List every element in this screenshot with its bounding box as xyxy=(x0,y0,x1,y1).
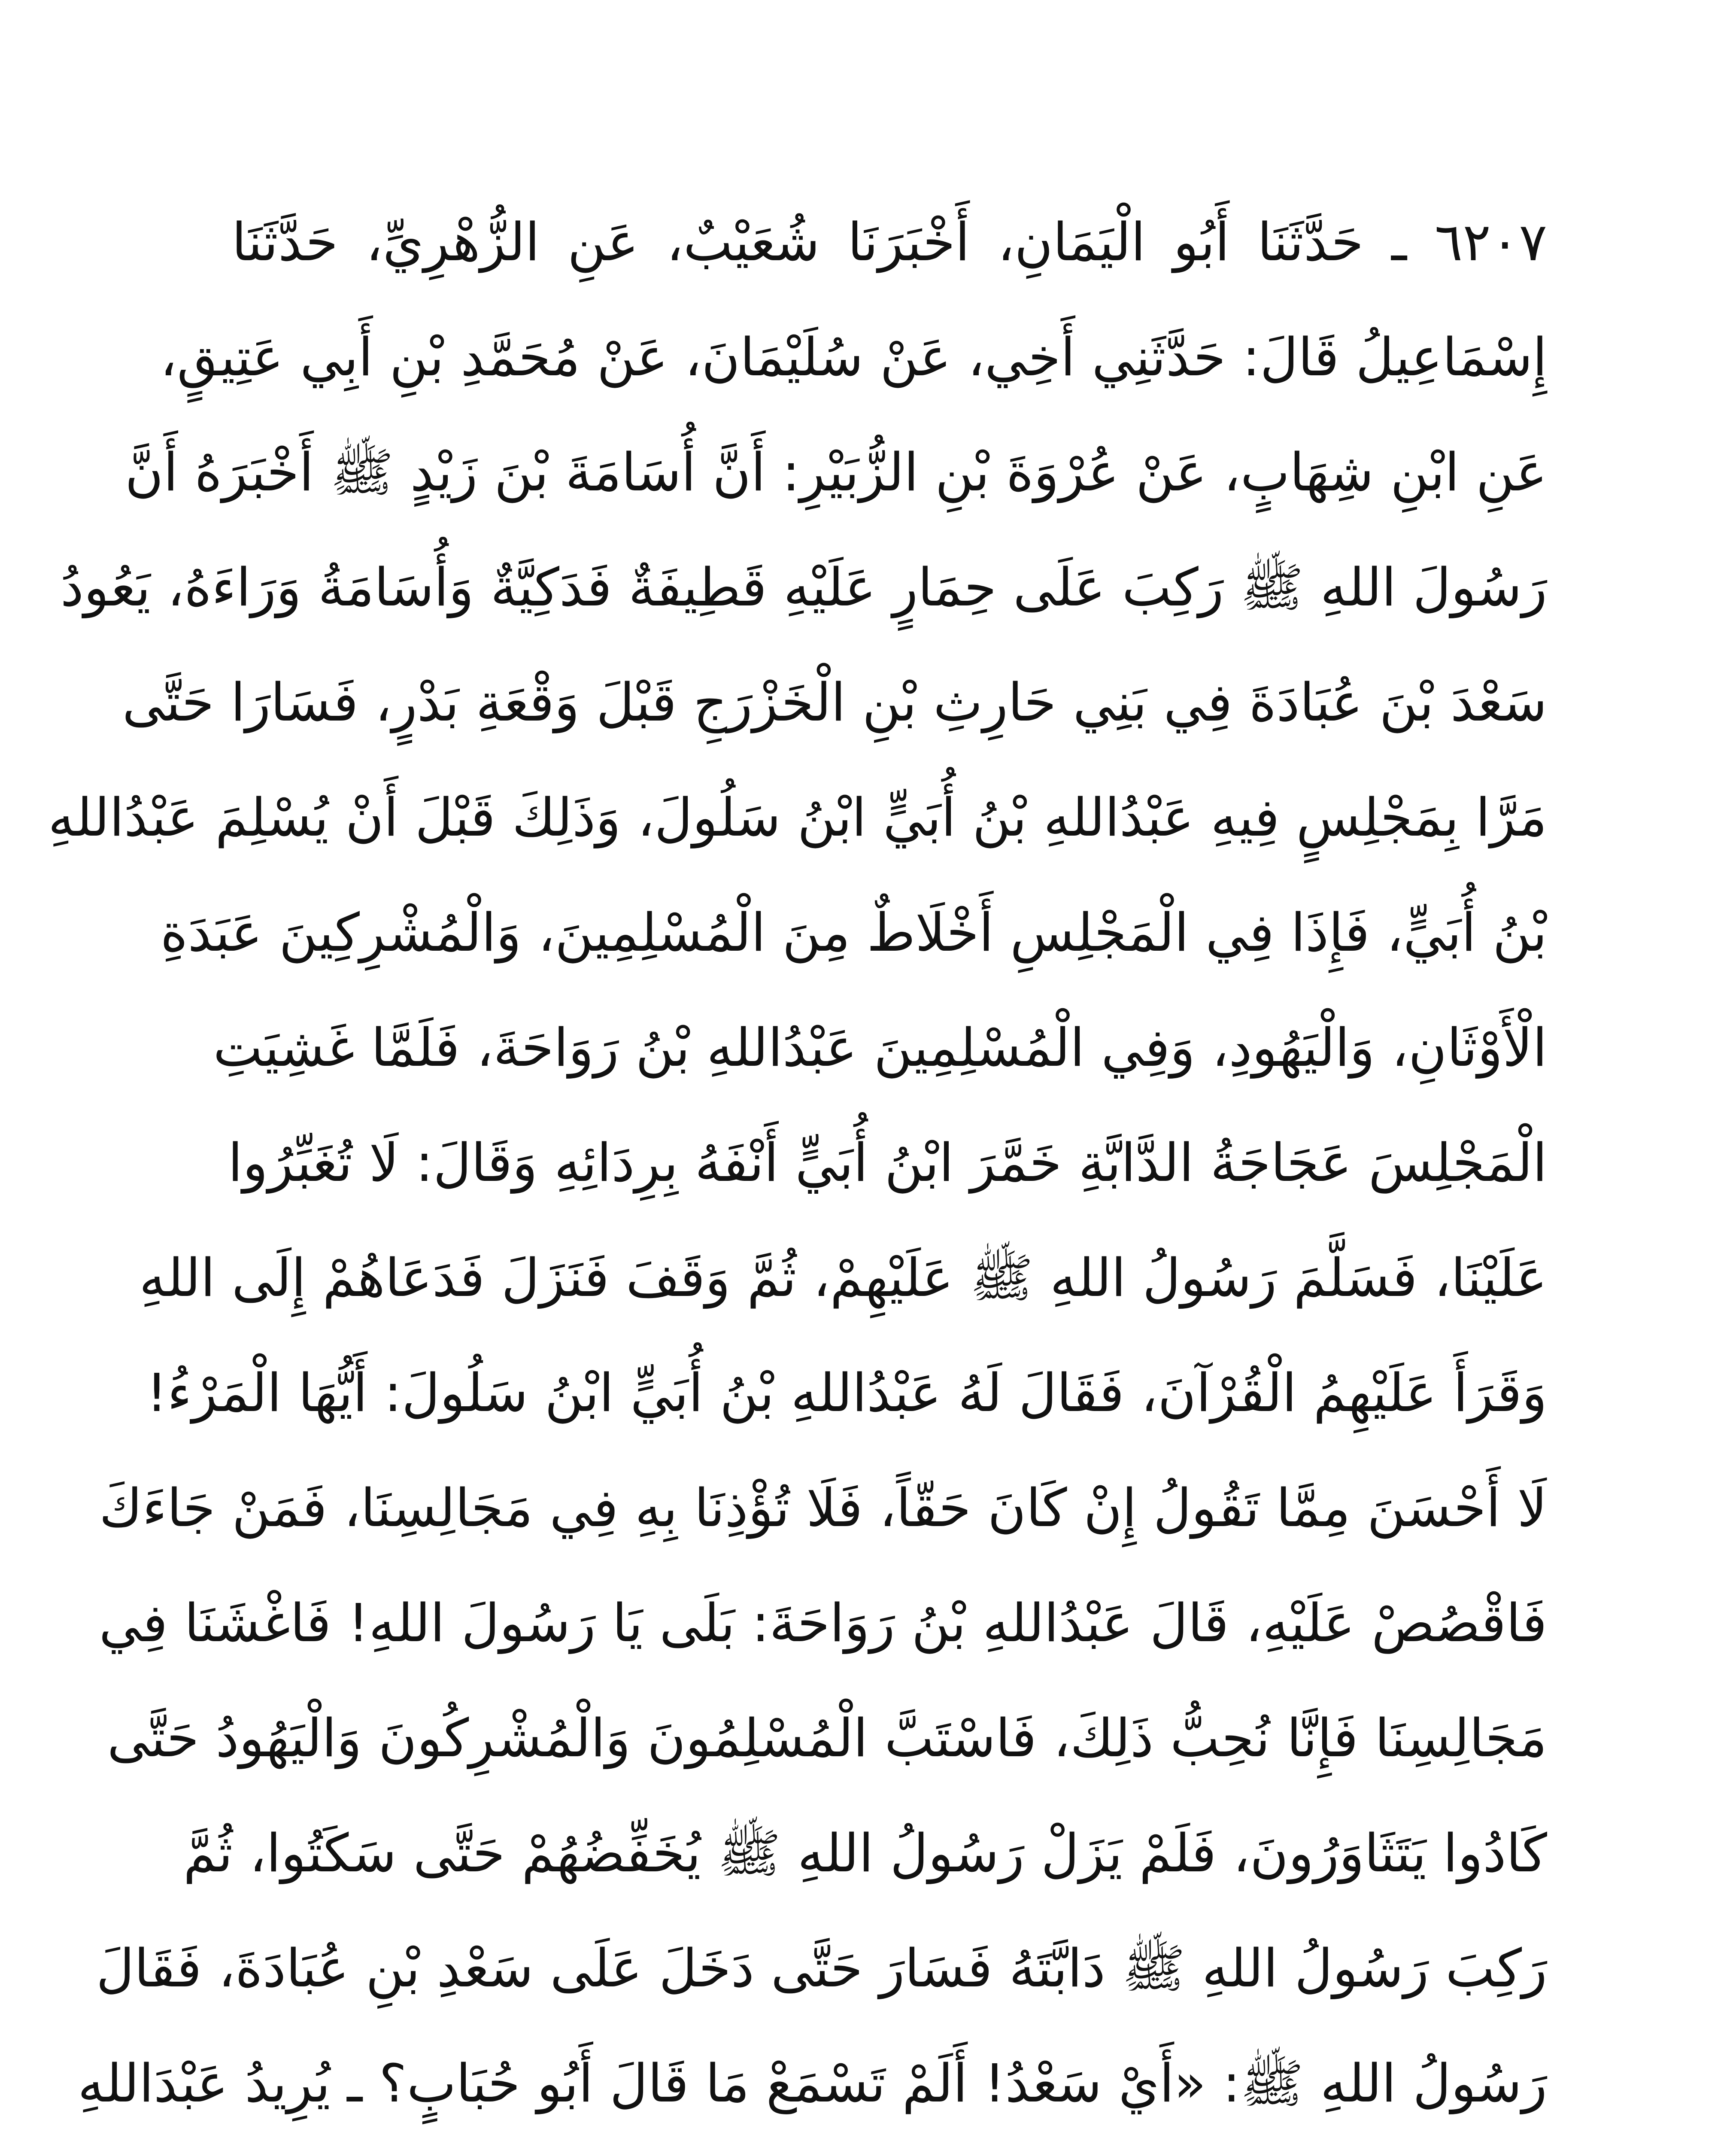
hadith-text-block xyxy=(48,185,1547,2147)
text-line: رَكِبَ رَسُولُ اللهِ ﷺ دَابَّتَهُ فَسَارَ حَتَّى دَخَلَ عَلَى سَعْدِ بْنِ عُبَادَةَ، فَقَالَ xyxy=(96,1938,1547,1999)
text-line: عَنِ ابْنِ شِهَابٍ، عَنْ عُرْوَةَ بْنِ الزُّبَيْرِ: أَنَّ أُسَامَةَ بْنَ زَيْدٍ ﷺ أَخْبَرَهُ أَنَّ xyxy=(125,442,1547,503)
text-line: وَقَرَأَ عَلَيْهِمُ الْقُرْآنَ، فَقَالَ لَهُ عَبْدُاللهِ بْنُ أُبَيٍّ ابْنُ سَلُولَ: أَيُّهَا الْمَرْءُ! xyxy=(146,1362,1547,1423)
text-line: رَسُولُ اللهِ ﷺ: «أَيْ سَعْدُ! أَلَمْ تَسْمَعْ مَا قَالَ أَبُو حُبَابٍ؟ ـ يُرِيدُ عَبْدَاللهِ xyxy=(78,2053,1547,2114)
text-line: فَاقْصُصْ عَلَيْهِ، قَالَ عَبْدُاللهِ بْنُ رَوَاحَةَ: بَلَى يَا رَسُولَ اللهِ! فَاغْشَنَا فِي xyxy=(99,1593,1547,1654)
text-line: مَرَّا بِمَجْلِسٍ فِيهِ عَبْدُاللهِ بْنُ أُبَيٍّ ابْنُ سَلُولَ، وَذَلِكَ قَبْلَ أَنْ يُسْلِمَ عَبْدُاللهِ xyxy=(48,787,1547,848)
text-line: ٦٢٠٧ ـ حَدَّثَنَا أَبُو الْيَمَانِ، أَخْبَرَنَا شُعَيْبٌ، عَنِ الزُّهْرِيِّ، حَدَّثَنَا xyxy=(232,212,1547,273)
text-line: سَعْدَ بْنَ عُبَادَةَ فِي بَنِي حَارِثِ بْنِ الْخَزْرَجِ قَبْلَ وَقْعَةِ بَدْرٍ، فَسَارَا حَتَّى xyxy=(122,672,1547,733)
text-line: عَلَيْنَا، فَسَلَّمَ رَسُولُ اللهِ ﷺ عَلَيْهِمْ، ثُمَّ وَقَفَ فَنَزَلَ فَدَعَاهُمْ إِلَى اللهِ xyxy=(139,1247,1547,1308)
text-line: الْمَجْلِسَ عَجَاجَةُ الدَّابَّةِ خَمَّرَ ابْنُ أُبَيٍّ أَنْفَهُ بِرِدَائِهِ وَقَالَ: لَا تُغَبِّرُوا xyxy=(228,1132,1547,1193)
text-line: الْأَوْثَانِ، وَالْيَهُودِ، وَفِي الْمُسْلِمِينَ عَبْدُاللهِ بْنُ رَوَاحَةَ، فَلَمَّا غَشِيَتِ xyxy=(213,1017,1547,1078)
text-line: كَادُوا يَتَثَاوَرُونَ، فَلَمْ يَزَلْ رَسُولُ اللهِ ﷺ يُخَفِّضُهُمْ حَتَّى سَكَتُوا، ثُمَّ xyxy=(183,1823,1547,1884)
text-line: مَجَالِسِنَا فَإِنَّا نُحِبُّ ذَلِكَ، فَاسْتَبَّ الْمُسْلِمُونَ وَالْمُشْرِكُونَ وَالْيَهُودُ حَتَّى xyxy=(107,1708,1547,1769)
text-line: رَسُولَ اللهِ ﷺ رَكِبَ عَلَى حِمَارٍ عَلَيْهِ قَطِيفَةٌ فَدَكِيَّةٌ وَأُسَامَةُ وَرَاءَهُ، يَعُودُ xyxy=(60,557,1547,618)
text-line: إِسْمَاعِيلُ قَالَ: حَدَّثَنِي أَخِي، عَنْ سُلَيْمَانَ، عَنْ مُحَمَّدِ بْنِ أَبِي عَتِيقٍ، xyxy=(160,327,1547,388)
text-line: لَا أَحْسَنَ مِمَّا تَقُولُ إِنْ كَانَ حَقّاً، فَلَا تُؤْذِنَا بِهِ فِي مَجَالِسِنَا، فَمَنْ جَاءَكَ xyxy=(99,1478,1547,1539)
text-line: بْنُ أُبَيٍّ، فَإِذَا فِي الْمَجْلِسِ أَخْلَاطٌ مِنَ الْمُسْلِمِينَ، وَالْمُشْرِكِينَ عَبَدَةِ xyxy=(160,902,1547,963)
text-line xyxy=(232,2141,1547,2147)
